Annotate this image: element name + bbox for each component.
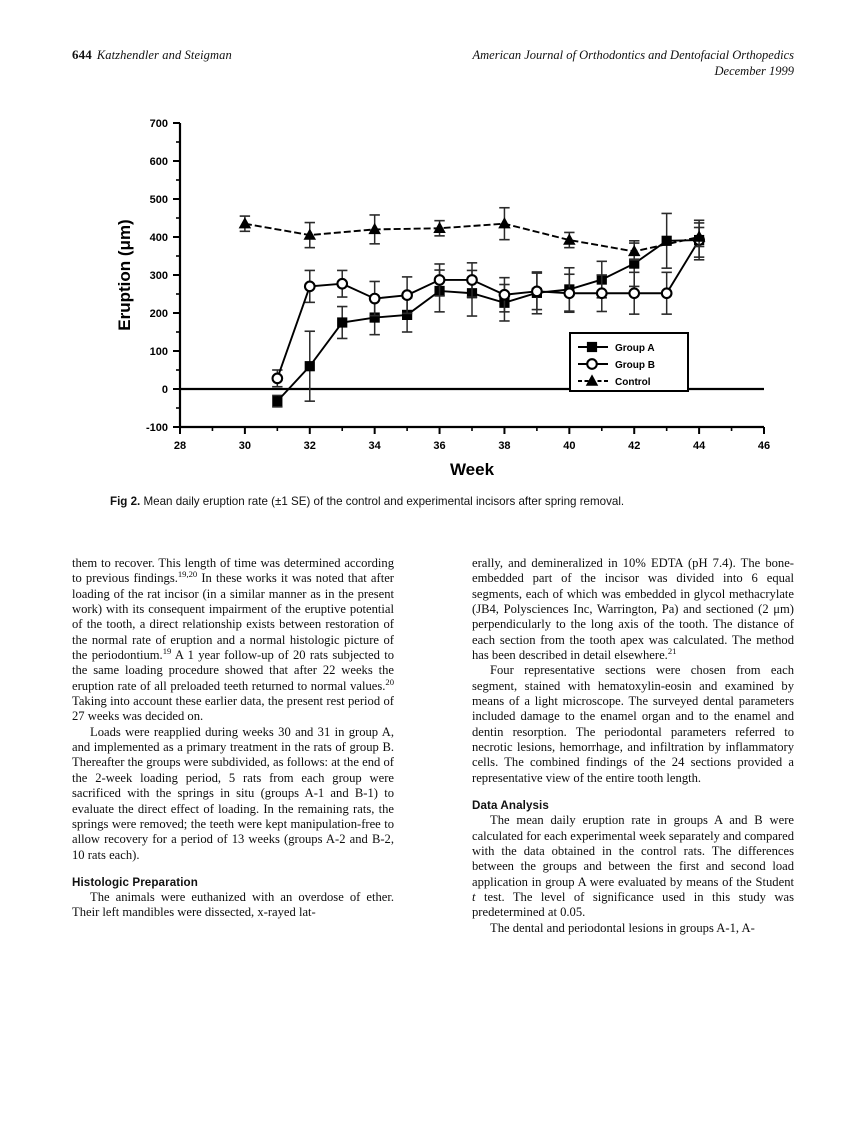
y-tick-label: -100	[145, 422, 168, 434]
text-run: test. The level of significance used in this study was predetermined at 0.05.	[472, 889, 794, 920]
y-tick-label: 700	[149, 118, 168, 130]
marker-filled-triangle	[629, 246, 640, 256]
x-tick-label: 34	[368, 440, 381, 452]
y-tick-label: 300	[149, 270, 168, 282]
y-tick-label: 400	[149, 232, 168, 244]
footnote-ref: 19,20	[177, 569, 198, 580]
running-head-authors: Katzhendler and Steigman	[96, 48, 232, 62]
running-head-right	[473, 47, 795, 79]
chart-legend	[570, 333, 688, 391]
marker-open-circle	[370, 294, 380, 304]
paragraph-continued	[72, 556, 394, 725]
footnote-ref: 19	[162, 645, 172, 656]
marker-filled-square	[305, 362, 314, 371]
text-run-italic: t	[472, 889, 476, 904]
y-tick-label: 600	[149, 156, 168, 168]
footnote-ref: 20	[385, 676, 394, 687]
x-tick-label: 38	[498, 440, 511, 452]
section-heading-data-analysis: Data Analysis	[472, 799, 549, 813]
running-head	[0, 47, 866, 87]
marker-open-circle	[273, 374, 283, 384]
figure-caption-label: Fig 2.	[110, 495, 141, 508]
marker-filled-square	[338, 318, 347, 327]
chart-eruption-rate	[72, 105, 794, 480]
marker-open-circle	[402, 290, 412, 300]
marker-open-circle	[467, 275, 477, 285]
figure-caption	[110, 494, 770, 509]
x-tick-label: 44	[692, 440, 706, 452]
journal-title: American Journal of Orthodontics and Dentofacial Orthopedics	[472, 48, 794, 62]
text-run: erally, and demineralized in 10% EDTA (pH 7.4). The bone-embedded part of the incisor was divided into 6 equal segments, each of which was embedded in glycol methacrylate (JB4, Polysciences Inc, Warrington, Pa) and sectioned (2 μm) perpendicularly to the long axis of the tooth. The distance of each section from the tooth apex was calculated. The method has been described in detail elsewhere.	[472, 556, 794, 663]
y-axis-title: Eruption (μm)	[115, 219, 134, 331]
page-number: 644	[72, 47, 92, 62]
marker-open-circle	[587, 359, 597, 369]
paragraph-loads: Loads were reapplied during weeks 30 and 31 in group A, and implemented as a primary treatment in the rats of group B. Thereafter the groups were subdivided, as follows: at the end of the 2-week loading period, 5 rats from each group were sacrificed with the springs in situ (groups A-1 and B-1) to evaluate the direct effect of loading. In the remaining rats, the springs were removed; the teeth were kept manipulation-free to allow recovery for a period of 13 weeks (groups A-2 and B-2, 10 rats each).	[72, 724, 394, 862]
paragraph-continued-right	[472, 556, 794, 663]
marker-open-circle	[305, 282, 315, 292]
text-run: Taking into account these earlier data, the present rest period of 27 weeks was decided on.	[72, 694, 394, 724]
figure-2	[72, 105, 794, 485]
figure-caption-text: Mean daily eruption rate (±1 SE) of the control and experimental incisors after spring removal.	[140, 495, 625, 508]
line-chart-svg	[72, 105, 794, 480]
paragraph-animals: The animals were euthanized with an overdose of ether. Their left mandibles were dissected, x-rayed lat-	[72, 889, 394, 920]
y-tick-label: 0	[161, 384, 168, 396]
x-tick-label: 46	[757, 440, 771, 452]
paragraph-lesions: The dental and periodontal lesions in groups A-1, A-	[490, 920, 755, 935]
marker-open-circle	[597, 288, 607, 298]
x-axis-title: Week	[449, 460, 495, 479]
left-column	[72, 556, 394, 921]
footnote-ref: 21	[667, 645, 677, 656]
text-run: A 1 year follow-up of 20 rats subjected to the same loading procedure showed that after 22 weeks the eruption rate of all preloaded teeth returned to normal values.	[72, 648, 394, 693]
series-control	[239, 208, 704, 260]
legend-label: Group A	[615, 343, 655, 354]
marker-open-circle	[435, 275, 445, 285]
paragraph-sections: Four representative sections were chosen from each segment, stained with hematoxylin-eosin and examined by means of a light microscope. The surveyed dental parameters included damage to the enamel organ and to the enamel and dentin resorption. The periodontal parameters referred to necrotic lesions, hemorrhage, and infiltration by inflammatory cells. The combined findings of the 24 sections provided a representative view of the entire tooth length.	[472, 663, 794, 785]
text-run: them to recover. This length of time was determined according to previous findings.	[72, 556, 394, 586]
marker-open-circle	[629, 288, 639, 298]
marker-open-circle	[662, 288, 672, 298]
marker-filled-triangle	[239, 218, 250, 228]
marker-filled-triangle	[499, 218, 510, 228]
marker-open-circle	[532, 287, 542, 297]
y-tick-label: 500	[149, 194, 168, 206]
x-tick-label: 30	[238, 440, 252, 452]
running-head-left	[72, 47, 232, 63]
marker-open-circle	[565, 288, 575, 298]
text-run: In these works it was noted that after loading of the rat incisor (in a similar manner as in the present work) with its consequent impairment of the eruptive potential of the tooth, a direct relationship exists between restoration of the normal rate of eruption and a normal histologic picture of the periodontium.	[72, 571, 394, 663]
legend-label: Control	[615, 377, 651, 388]
issue-date: December 1999	[714, 64, 794, 78]
marker-filled-square	[587, 342, 596, 351]
section-heading-histologic-preparation: Histologic Preparation	[72, 875, 198, 889]
y-tick-label: 100	[149, 346, 168, 358]
body-columns	[72, 556, 794, 1056]
x-tick-label: 40	[563, 440, 576, 452]
y-tick-label: 200	[149, 308, 168, 320]
x-tick-label: 28	[173, 440, 187, 452]
right-column	[472, 556, 794, 936]
marker-filled-square	[273, 397, 282, 406]
x-tick-label: 32	[303, 440, 316, 452]
marker-open-circle	[500, 290, 510, 300]
text-run: The mean daily eruption rate in groups A and B were calculated for each experimental week separately and compared with the data obtained in the control rats. The differences between the groups and between the first and second load application in group A were evaluated by means of the Student	[472, 813, 795, 889]
marker-open-circle	[337, 279, 347, 289]
x-tick-label: 36	[433, 440, 446, 452]
x-tick-label: 42	[628, 440, 641, 452]
paragraph-analysis	[472, 813, 794, 920]
legend-label: Group B	[615, 360, 655, 371]
